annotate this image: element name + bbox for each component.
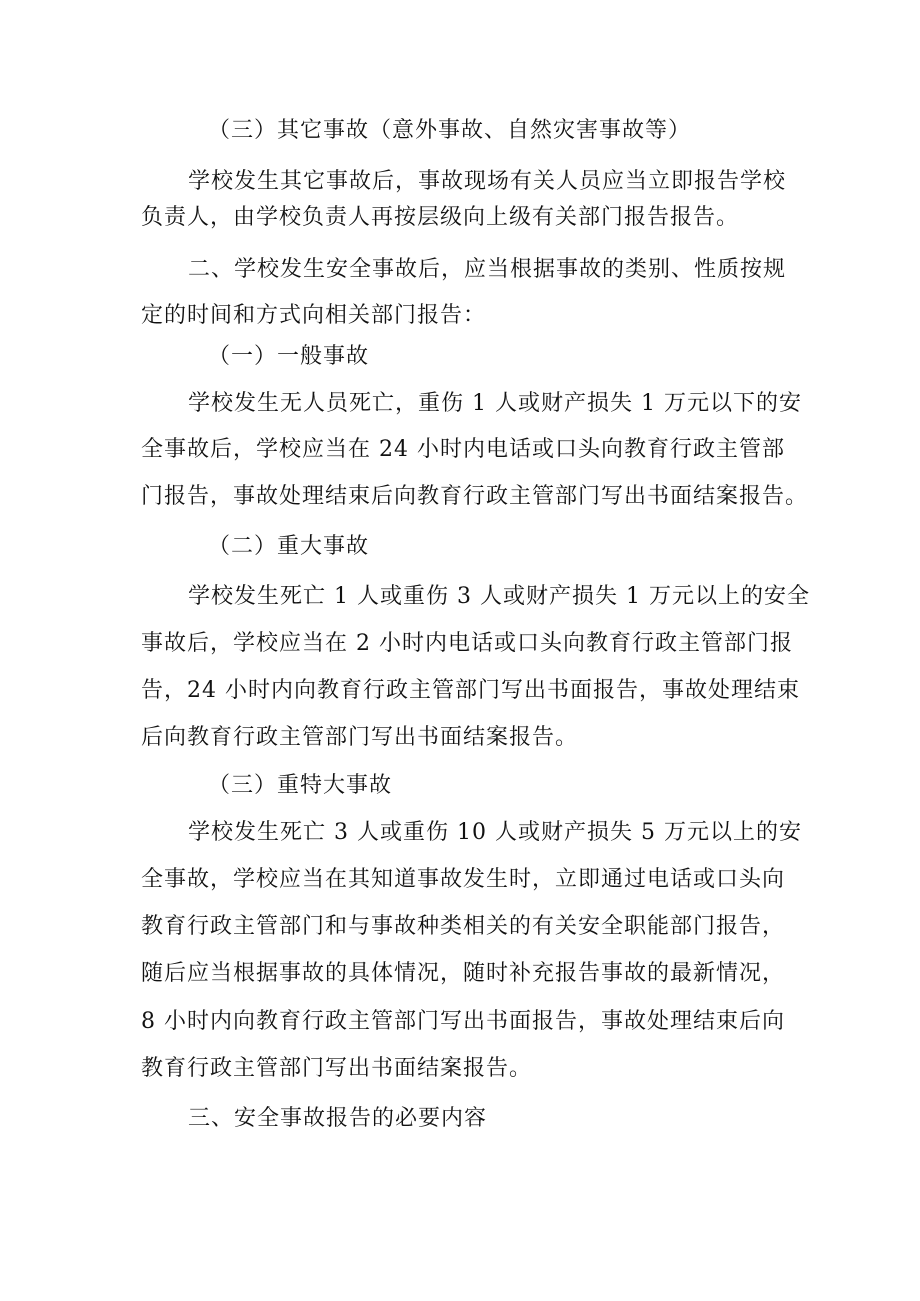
- section-heading-two: 二、学校发生安全事故后，应当根据事故的类别、性质按规: [188, 257, 787, 282]
- paragraph-line: 事故后，学校应当在 2 小时内电话或口头向教育行政主管部门报: [141, 631, 793, 656]
- paragraph-line: 随后应当根据事故的具体情况，随时补充报告事故的最新情况，: [141, 961, 786, 986]
- paragraph-line: 学校发生死亡 3 人或重伤 10 人或财产损失 5 万元以上的安: [188, 820, 802, 845]
- paragraph-line: 学校发生死亡 1 人或重伤 3 人或财产损失 1 万元以上的安全: [188, 584, 810, 609]
- section-heading-three: 三、安全事故报告的必要内容: [188, 1106, 488, 1131]
- paragraph-line: 负责人，由学校负责人再按层级向上级有关部门报告报告。: [141, 205, 740, 230]
- subheading-other-accidents: （三）其它事故（意外事故、自然灾害事故等）: [208, 118, 692, 143]
- paragraph-line: 学校发生其它事故后，事故现场有关人员应当立即报告学校: [188, 169, 787, 194]
- paragraph-line: 门报告，事故处理结束后向教育行政主管部门写出书面结案报告。: [141, 484, 809, 509]
- paragraph-line: 8 小时内向教育行政主管部门写出书面报告，事故处理结束后向: [141, 1009, 785, 1034]
- paragraph-line: 全事故后，学校应当在 24 小时内电话或口头向教育行政主管部: [141, 437, 785, 462]
- paragraph-line: 后向教育行政主管部门写出书面结案报告。: [141, 725, 579, 750]
- subheading-major-accident: （二）重大事故: [208, 534, 370, 559]
- paragraph-line: 全事故，学校应当在其知道事故发生时，立即通过电话或口头向: [141, 867, 786, 892]
- paragraph-line: 定的时间和方式向相关部门报告：: [141, 303, 487, 328]
- paragraph-line: 教育行政主管部门写出书面结案报告。: [141, 1056, 533, 1081]
- paragraph-line: 学校发生无人员死亡，重伤 1 人或财产损失 1 万元以下的安: [188, 391, 802, 416]
- subheading-general-accident: （一）一般事故: [208, 344, 370, 369]
- paragraph-line: 教育行政主管部门和与事故种类相关的有关安全职能部门报告，: [141, 914, 786, 939]
- subheading-severe-accident: （三）重特大事故: [208, 773, 393, 798]
- paragraph-line: 告，24 小时内向教育行政主管部门写出书面报告，事故处理结束: [141, 678, 800, 703]
